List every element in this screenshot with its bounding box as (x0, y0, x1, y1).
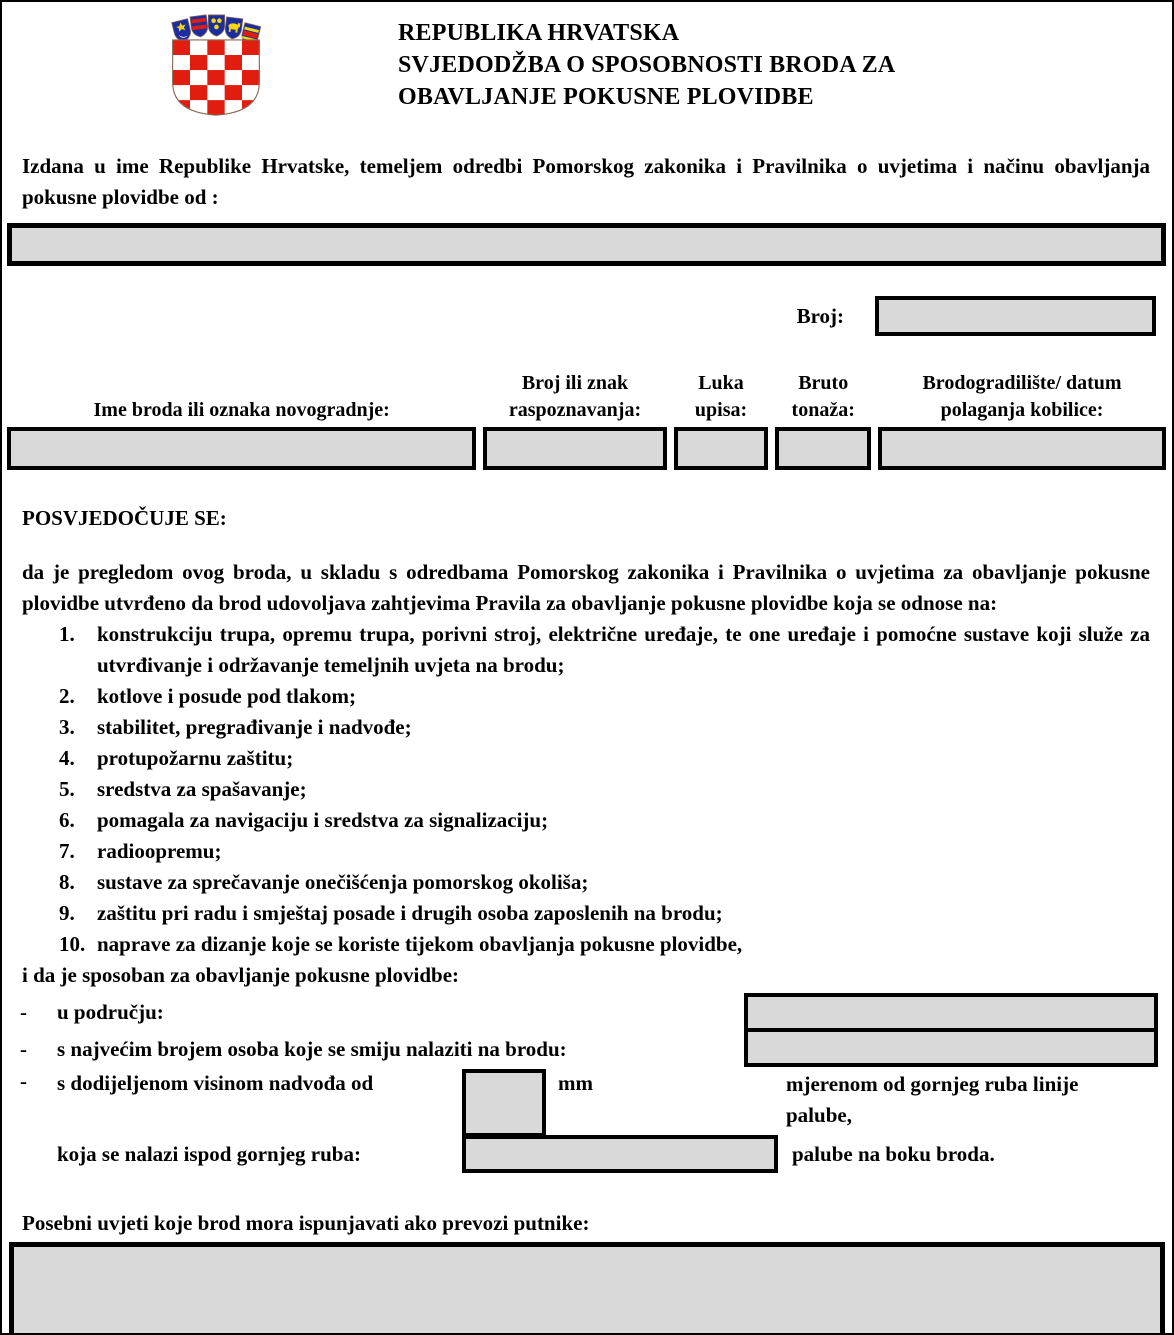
mm-unit-label: mm (558, 1071, 593, 1095)
issued-decree-field[interactable] (7, 223, 1166, 266)
special-conditions-label: Posebni uvjeti koje brod mora ispunjavati ako prevozi putnike: (22, 1211, 590, 1235)
broj-label: Broj: (796, 303, 844, 328)
title-line-3: OBAVLJANJE POKUSNE PLOVIDBE (398, 84, 814, 110)
call-sign-field[interactable] (483, 427, 666, 470)
max-persons-row (20, 1032, 1158, 1067)
area-field[interactable] (744, 993, 1158, 1032)
shipyard-field[interactable] (878, 427, 1166, 470)
dash: - (20, 1037, 27, 1061)
gross-tonnage-field[interactable] (775, 427, 871, 470)
port-of-registry-field[interactable] (674, 427, 769, 470)
ship-name-field[interactable] (7, 427, 476, 470)
deck-line-field[interactable] (462, 1135, 778, 1173)
list-item: 4. protupožarnu zaštitu; (59, 746, 294, 770)
col-header-shipyard: Brodogradilište/ datum polaganja kobilice: (922, 372, 1122, 421)
broj-field[interactable] (875, 296, 1156, 336)
max-persons-label: s najvećim brojem osoba koje se smiju nalaziti na brodu: (57, 1037, 567, 1061)
col-header-ship-name: Ime broda ili oznaka novogradnje: (93, 399, 390, 421)
list-item: 1. konstrukciju trupa, opremu trupa, porivni stroj, električne uređaje, te one uređaje i pomoćne sustave koji služe za utvrđivanje i održavanje temeljnih uvjeta na brodu; (59, 622, 1150, 677)
freeboard-label: s dodijeljenom visinom nadvođa od (57, 1071, 374, 1095)
croatia-coat-of-arms-icon (162, 13, 270, 119)
freeboard-note-line-1: mjerenom od gornjeg ruba linije (786, 1072, 1079, 1096)
certify-heading: POSVJEDOČUJE SE: (22, 506, 227, 530)
list-item: 7. radioopremu; (59, 839, 222, 863)
capable-line: i da je sposoban za obavljanje pokusne plovidbe: (22, 963, 460, 987)
list-item: 8. sustave za sprečavanje onečišćenja pomorskog okoliša; (59, 870, 589, 894)
title-line-2: SVJEDODŽBA O SPOSOBNOSTI BRODA ZA (398, 52, 896, 78)
ship-table-row (7, 427, 1166, 470)
requirements-list (59, 619, 1150, 960)
list-item: 10. naprave za dizanje koje se koriste tijekom obavljanja pokusne plovidbe, (59, 932, 743, 956)
title-line-1: REPUBLIKA HRVATSKA (398, 20, 680, 46)
ship-table-header (7, 370, 1166, 424)
broj-row (2, 296, 1156, 336)
deck-line-label: koja se nalazi ispod gornjeg ruba: (57, 1141, 361, 1166)
dash: - (20, 1000, 27, 1024)
col-header-port: Luka upisa: (694, 372, 748, 421)
freeboard-height-field[interactable] (462, 1069, 546, 1137)
list-item: 6. pomagala za navigaciju i sredstva za signalizaciju; (59, 808, 549, 832)
document-title (398, 13, 895, 119)
area-row (20, 993, 1158, 1032)
list-item: 3. stabilitet, pregrađivanje i nadvođe; (59, 715, 412, 739)
ship-table (7, 370, 1166, 470)
col-header-gross-tonnage: Bruto tonaža: (791, 372, 855, 421)
special-conditions-field[interactable] (9, 1242, 1165, 1335)
list-item: 9. zaštitu pri radu i smještaj posade i drugih osoba zaposlenih na brodu; (59, 901, 723, 925)
intro-paragraph: Izdana u ime Republike Hrvatske, temeljem odredbi Pomorskog zakonika i Pravilnika o uvjetima i načinu obavljanja pokusne plovidbe od : (22, 154, 1150, 209)
freeboard-note-line-2: palube, (786, 1103, 852, 1127)
freeboard-row (20, 1069, 1158, 1137)
freeboard-note (786, 1069, 1158, 1131)
area-label: u području: (57, 1000, 164, 1024)
dash: - (20, 1069, 27, 1093)
certify-paragraph: da je pregledom ovog broda, u skladu s odredbama Pomorskog zakonika i Pravilnika o uvjetima za obavljanje pokusne plovidbe utvrđeno da brod udovoljava zahtjevima Pravila za obavljanje pokusne plovidbe koja se odnose na: (22, 560, 1150, 615)
list-item: 2. kotlove i posude pod tlakom; (59, 684, 357, 708)
header (162, 13, 1172, 119)
col-header-call-sign: Broj ili znak raspoznavanja: (508, 372, 642, 421)
deck-line-suffix: palube na boku broda. (792, 1141, 995, 1166)
max-persons-field[interactable] (744, 1028, 1158, 1067)
list-item: 5. sredstva za spašavanje; (59, 777, 307, 801)
deck-line-row (20, 1135, 1158, 1173)
